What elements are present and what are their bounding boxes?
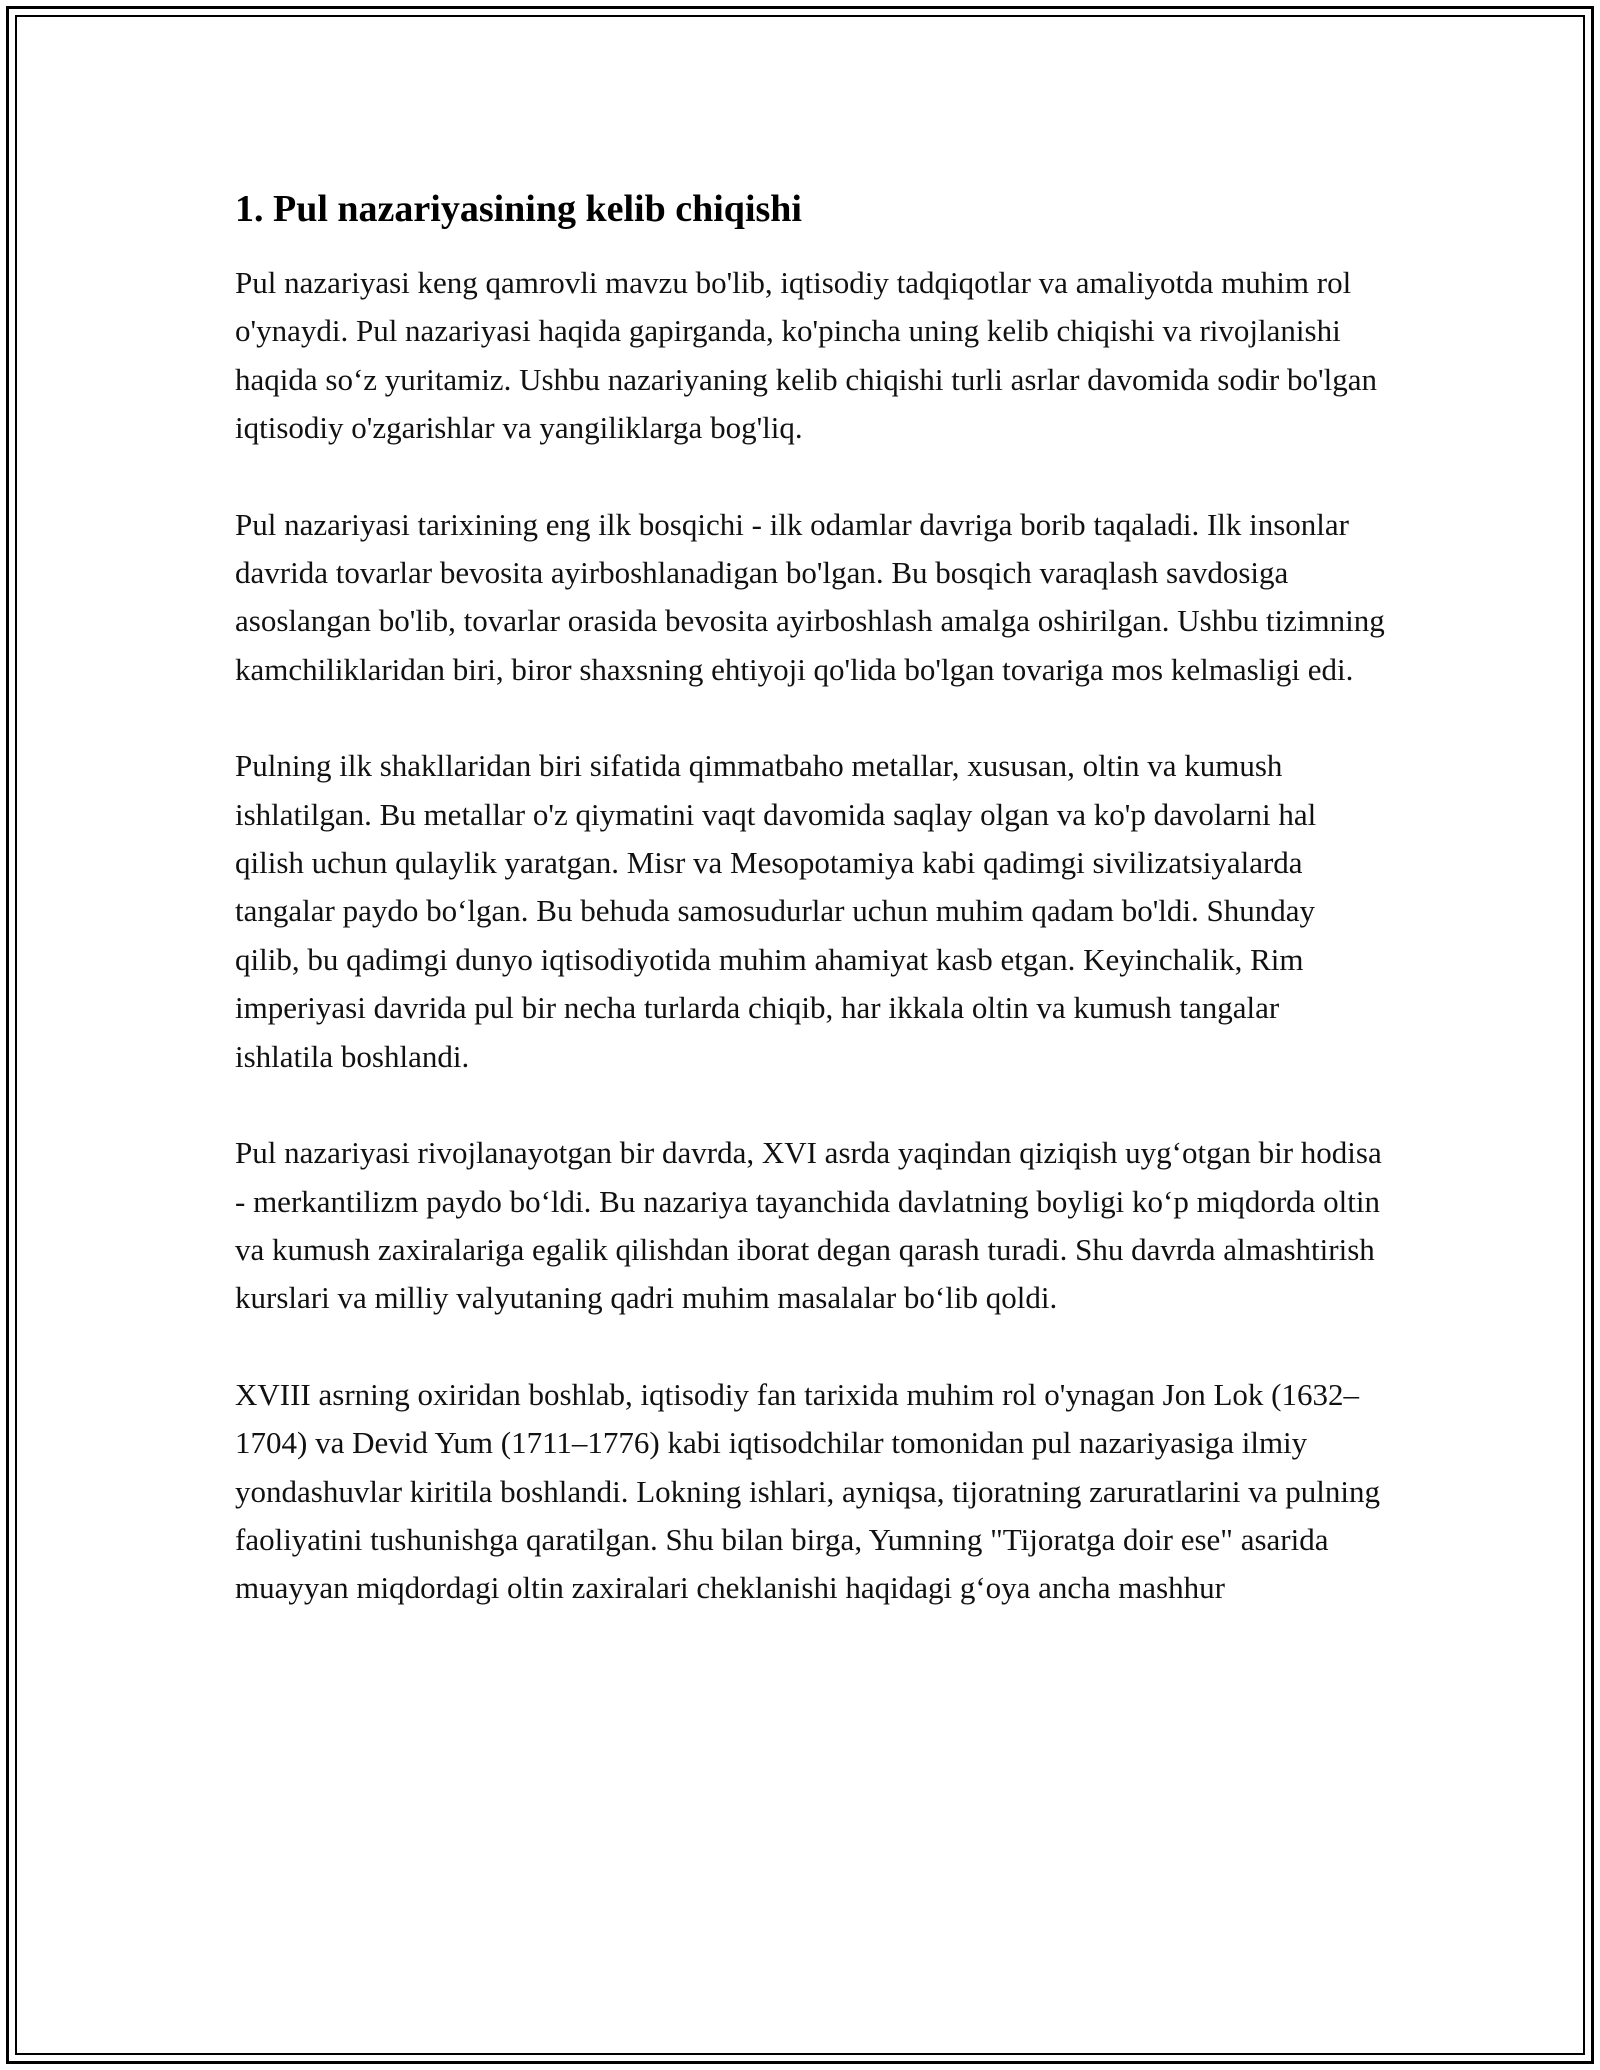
paragraph-4: Pul nazariyasi rivojlanayotgan bir davrda, XVI asrda yaqindan qiziqish uyg‘otgan bir hodisa - merkantilizm paydo bo‘ldi. Bu nazariya tayanchida davlatning boyligi ko‘p miqdorda oltin va kumush zaxiralariga egalik qilishdan iborat degan qarash turadi. Shu davrda almashtirish kurslari va milliy valyutaning qadri muhim masalalar bo‘lib qoldi. — [235, 1135, 1382, 1316]
paragraph-3: Pulning ilk shakllaridan biri sifatida qimmatbaho metallar, xususan, oltin va kumush ishlatilgan. Bu metallar o'z qiymatini vaqt davomida saqlay olgan va ko'p davolarni hal qilish uchun qulaylik yaratgan. Misr va Mesopotamiya kabi qadimgi sivilizatsiyalarda tangalar paydo bo‘lgan. Bu behuda samosudurlar uchun muhim qadam bo'ldi. Shunday qilib, bu qadimgi dunyo iqtisodiyotida muhim ahamiyat kasb etgan. Keyinchalik, Rim imperiyasi davrida pul bir necha turlarda chiqib, har ikkala oltin va kumush tangalar ishlatila boshlandi. — [235, 748, 1317, 1074]
document-body — [235, 185, 1385, 1661]
paragraph-2: Pul nazariyasi tarixining eng ilk bosqichi - ilk odamlar davriga borib taqaladi. Ilk insonlar davrida tovarlar bevosita ayirboshlanadigan bo'lgan. Bu bosqich varaqlash savdosiga asoslangan bo'lib, tovarlar orasida bevosita ayirboshlash amalga oshirilgan. Ushbu tizimning kamchiliklaridan biri, biror shaxsning ehtiyoji qo'lida bo'lgan tovariga mos kelmasligi edi. — [235, 506, 1385, 687]
section-heading: 1. Pul nazariyasining kelib chiqishi — [235, 188, 802, 230]
paragraph-1: Pul nazariyasi keng qamrovli mavzu bo'lib, iqtisodiy tadqiqotlar va amaliyotda muhim rol o'ynaydi. Pul nazariyasi haqida gapirganda, ko'pincha uning kelib chiqishi va rivojlanishi haqida so‘z yuritamiz. Ushbu nazariyaning kelib chiqishi turli asrlar davomida sodir bo'lgan iqtisodiy o'zgarishlar va yangiliklarga bog'liq. — [235, 265, 1377, 446]
paragraph-5: XVIII asrning oxiridan boshlab, iqtisodiy fan tarixida muhim rol o'ynagan Jon Lok (1632–1704) va Devid Yum (1711–1776) kabi iqtisodchilar tomonidan pul nazariyasiga ilmiy yondashuvlar kiritila boshlandi. Lokning ishlari, ayniqsa, tijoratning zaruratlarini va pulning faoliyatini tushunishga qaratilgan. Shu bilan birga, Yumning "Tijoratga doir ese" asarida muayyan miqdordagi oltin zaxiralari cheklanishi haqidagi g‘oya ancha mashhur — [235, 1376, 1381, 1606]
